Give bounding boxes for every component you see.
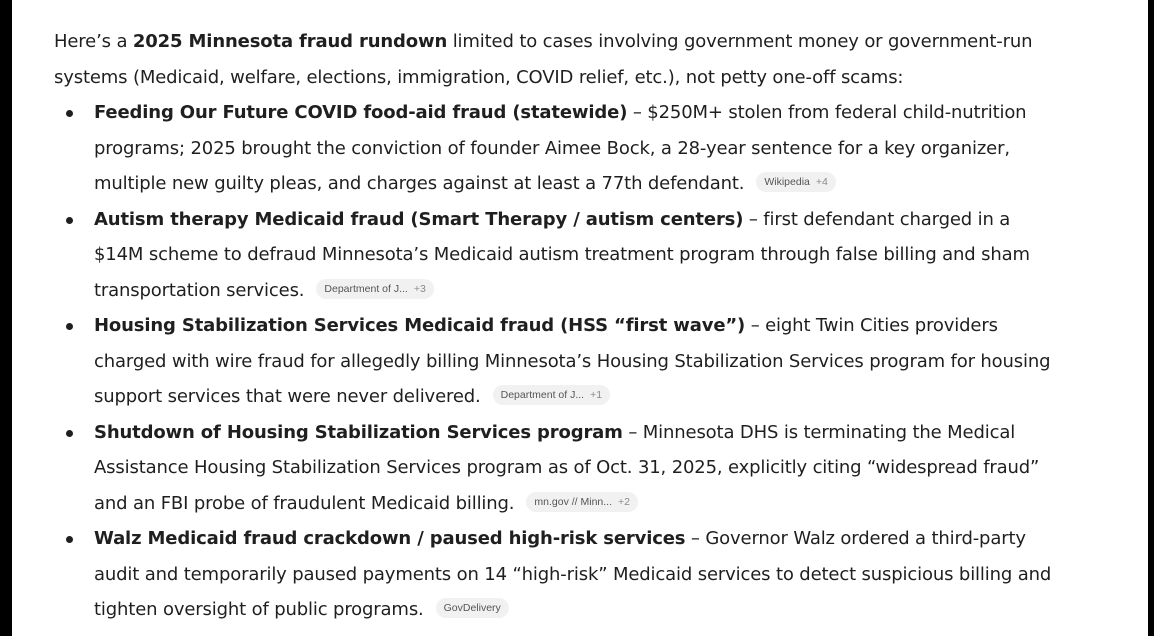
item-body: – $250M+ stolen from federal child-nutrition programs; 2025 brought the conviction of founder Aimee Bock, a 28-year sentence for a key organizer, multiple new guilty pleas, and charges against at least a 77th defendant. [94,102,1027,194]
source-count: +3 [413,282,426,295]
chat-response-panel [12,0,1148,636]
source-chip[interactable] [526,492,638,512]
source-name: Department of J... [324,282,408,295]
item-body: – eight Twin Cities providers charged with wire fraud for allegedly billing Minnesota’s Housing Stabilization Services program for housing support services that were never delivered. [94,315,1051,407]
item-body: – Governor Walz ordered a third-party audit and temporarily paused payments on 14 “high-risk” Medicaid services to detect suspicious billing and tighten oversight of public programs. [94,528,1052,620]
response-content [54,24,1054,628]
intro-suffix: limited to cases involving government money or government-run systems (Medicaid, welfare, elections, immigration, COVID relief, etc.), not petty one-off scams: [54,31,1033,88]
source-chip[interactable] [436,598,509,618]
source-chip[interactable] [493,385,610,405]
source-name: GovDelivery [443,602,501,614]
bullet-icon [66,430,73,437]
source-name: mn.gov // Minn... [534,495,613,508]
item-body: – first defendant charged in a $14M scheme to defraud Minnesota’s Medicaid autism treatment program through false billing and sham transportation services. [94,208,1030,301]
fraud-case-list [54,95,1054,628]
intro-prefix: Here’s a [54,31,133,52]
item-title: Walz Medicaid fraud crackdown / paused high-risk services [94,528,686,549]
bullet-icon [66,323,73,330]
list-item [54,95,1054,202]
item-body: – Minnesota DHS is terminating the Medical Assistance Housing Stabilization Services program as of Oct. 31, 2025, explicitly citing “widespread fraud” and an FBI probe of fraudulent Medicaid billing. [94,421,1040,514]
item-title: Autism therapy Medicaid fraud (Smart Therapy / autism centers) [94,208,744,230]
source-count: +1 [590,389,603,401]
intro-bold: 2025 Minnesota fraud rundown [132,31,448,52]
list-item [54,202,1054,309]
bullet-icon [66,217,73,224]
source-count: +4 [815,176,828,188]
item-title: Housing Stabilization Services Medicaid fraud (HSS “first wave”) [94,315,746,336]
item-title: Feeding Our Future COVID food-aid fraud (statewide) [94,102,628,123]
source-count: +2 [618,495,630,508]
source-chip[interactable] [756,172,836,192]
source-name: Wikipedia [764,176,810,188]
bullet-icon [66,536,73,543]
source-name: Department of J... [500,389,585,401]
list-item [54,308,1054,415]
source-chip[interactable] [316,279,433,299]
intro-paragraph [54,24,1054,95]
list-item [54,415,1054,522]
list-item [54,521,1054,628]
bullet-icon [66,110,73,117]
item-title: Shutdown of Housing Stabilization Services program [94,421,623,443]
